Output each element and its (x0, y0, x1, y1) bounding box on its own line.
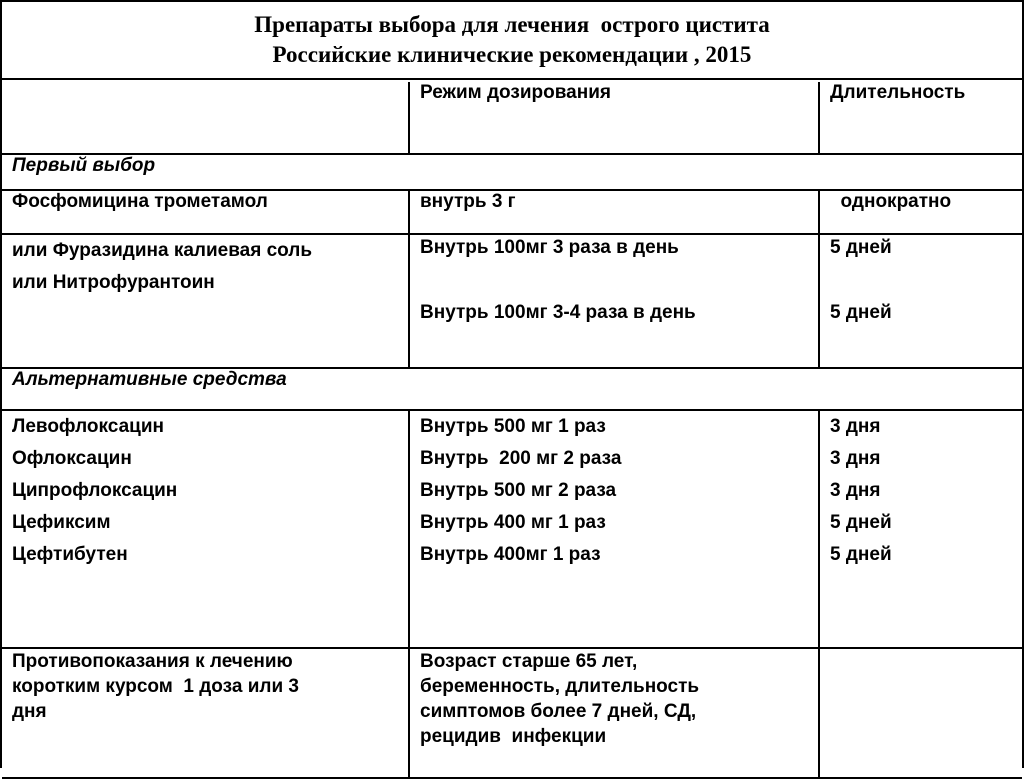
dosing-cell (409, 234, 819, 368)
contraindications-label-cell: Противопоказания к лечению коротким курсом 1 доза или 3 дня (2, 648, 409, 778)
table-row-contraindications (2, 648, 1022, 778)
table-row (2, 190, 1022, 234)
dosing-text: Внутрь 500 мг 1 раз (420, 416, 606, 437)
drug-name: или Фуразидина калиевая соль (12, 240, 313, 261)
section-label-alternatives: Альтернативные средства (2, 368, 1022, 410)
drug-cell (2, 410, 409, 648)
contraindications-text-cell: Возраст старше 65 лет, беременность, длительность симптомов более 7 дней, СД, рецидив инфекции (409, 648, 819, 778)
duration-text: 5 дней (830, 512, 892, 533)
title-line-2: Российские клинические рекомендации , 2015 (272, 42, 752, 67)
duration-cell (819, 410, 1022, 648)
drug-name: Ципрофлоксацин (12, 480, 178, 501)
dosing-text: Внутрь 100мг 3-4 раза в день (420, 302, 696, 323)
drug-name: или Нитрофурантоин (12, 272, 215, 293)
drug-name: Офлоксацин (12, 448, 132, 469)
duration-cell (819, 234, 1022, 368)
duration-cell: однократно (819, 190, 1022, 234)
duration-text: 3 дня (830, 448, 881, 469)
dosing-text: Внутрь 500 мг 2 раза (420, 480, 617, 501)
duration-text: 3 дня (830, 480, 881, 501)
drug-cell: Фосфомицина трометамол (2, 190, 409, 234)
section-label-first-choice: Первый выбор (2, 154, 1022, 190)
header-cell-dosing: Режим дозирования (409, 82, 819, 154)
dosing-text: Внутрь 200 мг 2 раза (420, 448, 622, 469)
duration-text: 5 дней (830, 237, 892, 258)
section-row-first-choice (2, 154, 1022, 190)
dosing-cell: внутрь 3 г (409, 190, 819, 234)
treatment-table (2, 82, 1022, 779)
duration-text: 5 дней (830, 302, 892, 323)
table-header-row (2, 82, 1022, 154)
table-row (2, 234, 1022, 368)
drug-name: Левофлоксацин (12, 416, 164, 437)
drug-name: Цефтибутен (12, 544, 128, 565)
duration-text: 5 дней (830, 544, 892, 565)
contraindications-duration-cell (819, 648, 1022, 778)
dosing-text: Внутрь 400 мг 1 раз (420, 512, 606, 533)
drug-cell (2, 234, 409, 368)
header-cell-drug (2, 82, 409, 154)
slide-title (2, 2, 1022, 80)
drug-name: Цефиксим (12, 512, 111, 533)
duration-text: 3 дня (830, 416, 881, 437)
dosing-text: Внутрь 100мг 3 раза в день (420, 237, 679, 258)
dosing-text: Внутрь 400мг 1 раз (420, 544, 601, 565)
title-line-1: Препараты выбора для лечения острого цистита (254, 12, 770, 37)
table-row (2, 410, 1022, 648)
dosing-cell (409, 410, 819, 648)
header-cell-duration: Длительность (819, 82, 1022, 154)
section-row-alternatives (2, 368, 1022, 410)
